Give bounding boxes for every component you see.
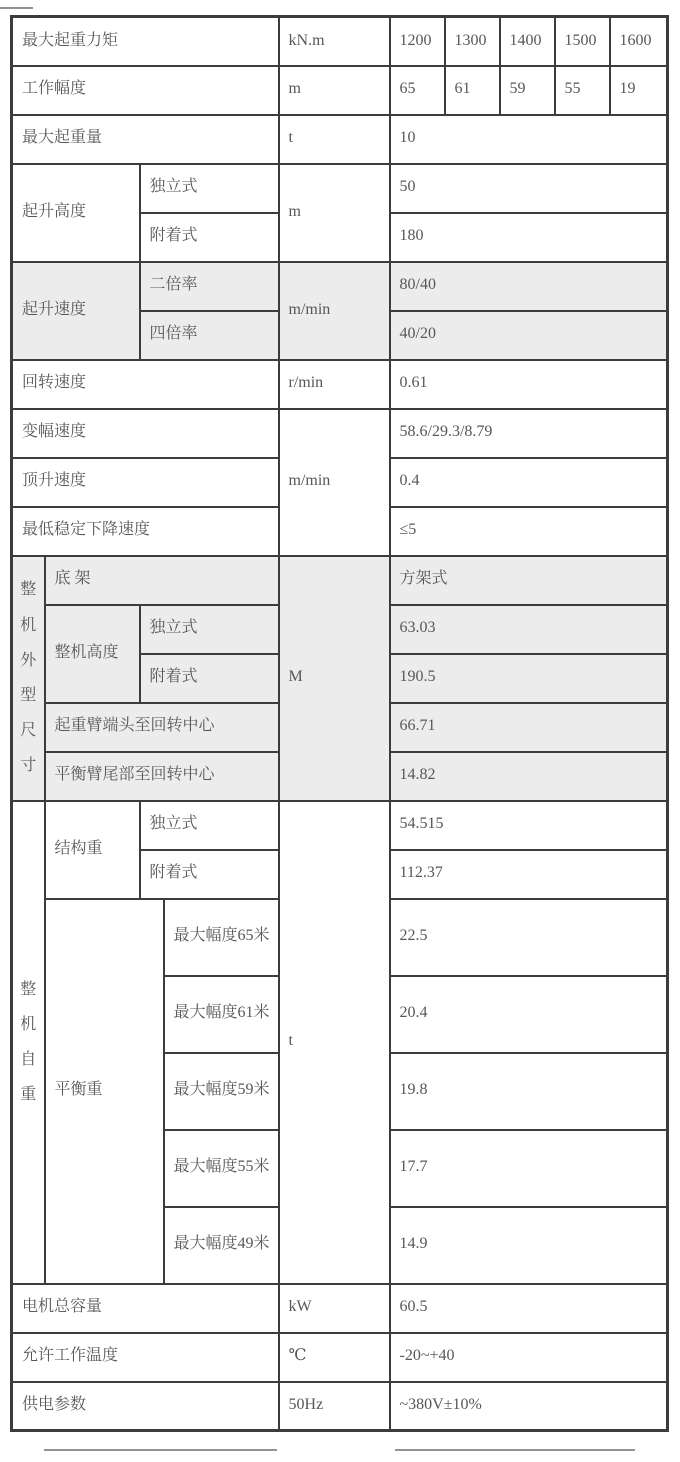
spec-sublabel: 最大幅度55米 xyxy=(164,1130,279,1207)
value-cell: 22.5 xyxy=(390,899,668,976)
unit-cell: t xyxy=(279,801,390,1284)
table-row xyxy=(12,360,668,409)
value-cell: 60.5 xyxy=(390,1284,668,1333)
unit-cell: t xyxy=(279,115,390,164)
spec-sublabel: 底 架 xyxy=(45,556,279,605)
table-row xyxy=(12,801,668,850)
section-label-vertical: 整机外型尺寸 xyxy=(12,556,45,801)
value-cell: 1200 xyxy=(390,17,445,66)
table-row xyxy=(12,1284,668,1333)
unit-cell: kW xyxy=(279,1284,390,1333)
unit-cell: 50Hz xyxy=(279,1382,390,1431)
value-cell: ~380V±10% xyxy=(390,1382,668,1431)
value-cell: 10 xyxy=(390,115,668,164)
unit-cell: ℃ xyxy=(279,1333,390,1382)
table-row xyxy=(12,1333,668,1382)
value-cell: 112.37 xyxy=(390,850,668,899)
value-cell: ≤5 xyxy=(390,507,668,556)
table-row xyxy=(12,409,668,458)
value-cell: 0.61 xyxy=(390,360,668,409)
value-cell: 1500 xyxy=(555,17,610,66)
table-row xyxy=(12,164,668,213)
table-row xyxy=(12,17,668,66)
table-row xyxy=(12,262,668,311)
spec-table xyxy=(10,15,669,1432)
spec-label: 供电参数 xyxy=(12,1382,279,1431)
value-cell: 50 xyxy=(390,164,668,213)
stray-line-bottom-left xyxy=(44,1449,277,1451)
table-row xyxy=(12,66,668,115)
value-cell: 14.9 xyxy=(390,1207,668,1284)
section-label-vertical: 整机自重 xyxy=(12,801,45,1284)
spec-label: 最低稳定下降速度 xyxy=(12,507,279,556)
spec-sublabel: 独立式 xyxy=(140,164,279,213)
unit-cell: m/min xyxy=(279,262,390,360)
spec-label: 回转速度 xyxy=(12,360,279,409)
value-cell: 19 xyxy=(610,66,668,115)
spec-sublabel: 平衡重 xyxy=(45,899,164,1284)
unit-cell: r/min xyxy=(279,360,390,409)
spec-sublabel: 二倍率 xyxy=(140,262,279,311)
value-cell: -20~+40 xyxy=(390,1333,668,1382)
spec-label: 工作幅度 xyxy=(12,66,279,115)
value-cell: 0.4 xyxy=(390,458,668,507)
spec-sublabel: 平衡臂尾部至回转中心 xyxy=(45,752,279,801)
value-cell: 20.4 xyxy=(390,976,668,1053)
value-cell: 66.71 xyxy=(390,703,668,752)
unit-cell: m xyxy=(279,164,390,262)
value-cell: 65 xyxy=(390,66,445,115)
unit-cell: kN.m xyxy=(279,17,390,66)
spec-sublabel: 最大幅度61米 xyxy=(164,976,279,1053)
unit-cell: m/min xyxy=(279,409,390,556)
value-cell: 19.8 xyxy=(390,1053,668,1130)
value-cell: 59 xyxy=(500,66,555,115)
value-cell: 1300 xyxy=(445,17,500,66)
spec-sublabel: 独立式 xyxy=(140,801,279,850)
spec-sublabel: 最大幅度49米 xyxy=(164,1207,279,1284)
table-row xyxy=(12,1382,668,1431)
unit-cell: m xyxy=(279,66,390,115)
spec-label: 起升高度 xyxy=(12,164,140,262)
spec-sublabel: 最大幅度65米 xyxy=(164,899,279,976)
value-cell: 14.82 xyxy=(390,752,668,801)
table-row xyxy=(12,115,668,164)
spec-sublabel: 独立式 xyxy=(140,605,279,654)
spec-table-body xyxy=(12,17,668,1431)
value-cell: 180 xyxy=(390,213,668,262)
spec-sublabel: 附着式 xyxy=(140,654,279,703)
spec-label: 最大起重力矩 xyxy=(12,17,279,66)
spec-sublabel: 四倍率 xyxy=(140,311,279,360)
stray-line-top-left xyxy=(0,7,33,9)
value-cell: 80/40 xyxy=(390,262,668,311)
spec-sublabel: 最大幅度59米 xyxy=(164,1053,279,1130)
spec-sublabel: 整机高度 xyxy=(45,605,140,703)
spec-label: 最大起重量 xyxy=(12,115,279,164)
stray-line-bottom-right xyxy=(395,1449,635,1451)
value-cell: 58.6/29.3/8.79 xyxy=(390,409,668,458)
spec-sublabel: 起重臂端头至回转中心 xyxy=(45,703,279,752)
spec-sublabel: 结构重 xyxy=(45,801,140,899)
value-cell: 1600 xyxy=(610,17,668,66)
unit-cell: M xyxy=(279,556,390,801)
spec-label: 起升速度 xyxy=(12,262,140,360)
value-cell: 40/20 xyxy=(390,311,668,360)
spec-label: 电机总容量 xyxy=(12,1284,279,1333)
spec-label: 变幅速度 xyxy=(12,409,279,458)
spec-label: 顶升速度 xyxy=(12,458,279,507)
value-cell: 1400 xyxy=(500,17,555,66)
spec-sublabel: 附着式 xyxy=(140,850,279,899)
value-cell: 54.515 xyxy=(390,801,668,850)
value-cell: 190.5 xyxy=(390,654,668,703)
value-cell: 63.03 xyxy=(390,605,668,654)
value-cell: 17.7 xyxy=(390,1130,668,1207)
table-row xyxy=(12,556,668,605)
value-cell: 方架式 xyxy=(390,556,668,605)
value-cell: 55 xyxy=(555,66,610,115)
value-cell: 61 xyxy=(445,66,500,115)
spec-label: 允许工作温度 xyxy=(12,1333,279,1382)
spec-sublabel: 附着式 xyxy=(140,213,279,262)
